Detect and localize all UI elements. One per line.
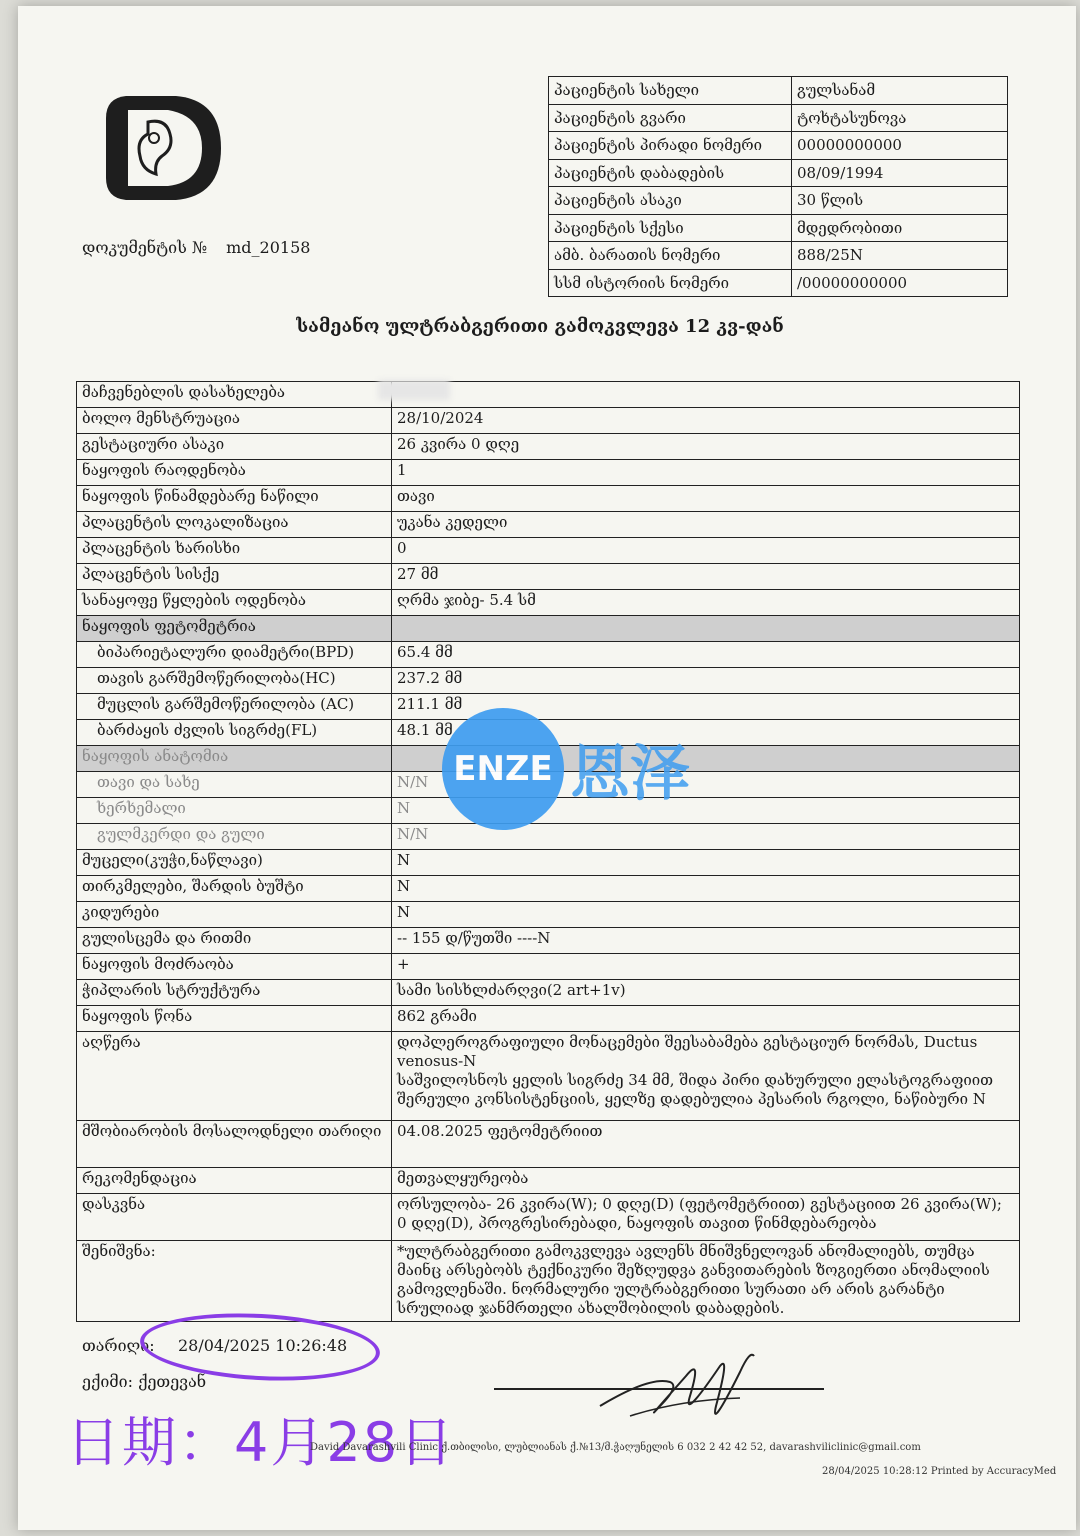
measurement-label: პლაცენტის ლოკალიზაცია [77, 512, 392, 538]
patient-field-value: 30 წლის [792, 187, 1008, 215]
due-date-row-label: მშობიარობის მოსალოდნელი თარიღი [77, 1121, 392, 1168]
measurement-row [77, 486, 1020, 512]
measurement-row [77, 434, 1020, 460]
measurement-value: თავი [392, 486, 1020, 512]
patient-field-value: გულსანამ [792, 77, 1008, 105]
note-row-label: შენიშვნა: [77, 1241, 392, 1322]
patient-field-label: პაციენტის სახელი [549, 77, 792, 105]
measurement-value: უკანა კედელი [392, 512, 1020, 538]
measurement-row [77, 590, 1020, 616]
watermark [442, 708, 690, 830]
measurement-value: -- 155 დ/წუთში ----N [392, 928, 1020, 954]
measurement-value: + [392, 954, 1020, 980]
patient-field-label: პაციენტის პირადი ნომერი [549, 132, 792, 160]
printed-stamp: 28/04/2025 10:28:12 Printed by AccuracyMed [822, 1466, 1057, 1477]
measurement-row [77, 512, 1020, 538]
measurement-value: 862 გრამი [392, 1006, 1020, 1032]
measurement-value: N/N [392, 824, 1020, 850]
measurement-label: მაჩვენებლის დასახელება [77, 382, 392, 408]
patient-field-value: ტოხტასუნოვა [792, 104, 1008, 132]
patient-row [549, 187, 1008, 215]
patient-field-label: პაციენტის ასაკი [549, 187, 792, 215]
measurement-row [77, 460, 1020, 486]
note-row [77, 1241, 1020, 1322]
patient-info-table [548, 76, 1008, 297]
measurements-table [76, 381, 1020, 1322]
measurement-value: N [392, 798, 1020, 824]
measurement-value: 65.4 მმ [392, 642, 1020, 668]
measurement-value: 0 [392, 538, 1020, 564]
recommendation-row [77, 1168, 1020, 1194]
measurement-label: მუცელი(კუჭი,ნაწლავი) [77, 850, 392, 876]
measurement-label: თავი და სახე [77, 772, 392, 798]
measurement-value: 1 [392, 460, 1020, 486]
measurement-label: ნაყოფის რაოდენობა [77, 460, 392, 486]
measurement-value: N [392, 850, 1020, 876]
measurement-label: მუცლის გარშემოწერილობა (AC) [77, 694, 392, 720]
document-number [82, 238, 324, 257]
patient-row [549, 242, 1008, 270]
measurement-row [77, 980, 1020, 1006]
patient-field-value: 00000000000 [792, 132, 1008, 160]
measurement-label: პლაცენტის ხარისხი [77, 538, 392, 564]
measurement-label: სანაყოფე წყლების ოდენობა [77, 590, 392, 616]
measurement-value: 211.1 მმ [392, 694, 1020, 720]
conclusion-row-value: ორსულობა- 26 კვირა(W); 0 დღე(D) (ფეტომეტრიით) გესტაციით 26 კვირა(W); 0 დღე(D), პროგრესირებადი, ნაყოფის თავით წინმდებარეობა [392, 1194, 1020, 1241]
measurement-label: გულმკერდი და გული [77, 824, 392, 850]
measurement-value: 48.1 მმ [392, 720, 1020, 746]
measurement-label: ნაყოფის წონა [77, 1006, 392, 1032]
measurement-value: N/N [392, 772, 1020, 798]
measurement-value: 26 კვირა 0 დღე [392, 434, 1020, 460]
patient-row [549, 269, 1008, 297]
patient-row [549, 77, 1008, 105]
measurement-row [77, 850, 1020, 876]
clinic-footer: David Davarashvili Clinic ქ.თბილისი, ლუბლიანას ქ.№13/მ.ჭაღუნელის 6 032 2 42 42 52, davarashviliclinic@gmail.com [310, 1442, 921, 1453]
measurement-row [77, 616, 1020, 642]
measurement-label: ნაყოფის ანატომია [77, 746, 392, 772]
measurement-label: კიდურები [77, 902, 392, 928]
watermark-badge: ENZE [442, 708, 564, 830]
measurement-row [77, 538, 1020, 564]
patient-row [549, 104, 1008, 132]
measurement-label: ბიპარიეტალური დიამეტრი(BPD) [77, 642, 392, 668]
measurement-value: 28/10/2024 [392, 408, 1020, 434]
description-line-2: საშვილოსნოს ყელის სიგრძე 34 მმ, შიდა პირი დახურული ელასტოგრაფიით შერეული კონსისტენციის, ყელზე დადებულია პესარის რგოლი, ნაწიბური N [397, 1071, 994, 1108]
patient-field-label: სსმ ისტორიის ნომერი [549, 269, 792, 297]
due-date-row-value: 04.08.2025 ფეტომეტრიით [392, 1121, 1020, 1168]
patient-field-value: /00000000000 [792, 269, 1008, 297]
patient-field-label: ამბ. ბარათის ნომერი [549, 242, 792, 270]
measurement-label: ნაყოფის ფეტომეტრია [77, 616, 392, 642]
measurement-label: ნაყოფის მოძრაობა [77, 954, 392, 980]
measurement-row [77, 408, 1020, 434]
report-title: სამეანო ულტრაბგერითი გამოკვლევა 12 კვ-დან [296, 316, 784, 337]
measurement-label: ბოლო მენსტრუაცია [77, 408, 392, 434]
patient-row [549, 132, 1008, 160]
measurement-row [77, 1006, 1020, 1032]
measurement-label: გულისცემა და რითმი [77, 928, 392, 954]
description-line-1: დოპლეროგრაფიული მონაცემები შეესაბამება გესტაციურ ნორმას, Ductus venosus-N [397, 1033, 978, 1070]
measurement-row [77, 954, 1020, 980]
recommendation-row-value: მეთვალყურეობა [392, 1168, 1020, 1194]
measurement-value: N [392, 876, 1020, 902]
measurement-label: პლაცენტის სისქე [77, 564, 392, 590]
signature [590, 1336, 790, 1440]
measurement-row [77, 668, 1020, 694]
measurement-label: თირკმელები, შარდის ბუშტი [77, 876, 392, 902]
measurement-value: სამი სისხლძარღვი(2 art+1v) [392, 980, 1020, 1006]
patient-row [549, 214, 1008, 242]
patient-field-label: პაციენტის სქესი [549, 214, 792, 242]
measurement-row [77, 928, 1020, 954]
redacted-area [378, 380, 450, 400]
overlay-date-note: 日期：4月28日 [66, 1411, 456, 1474]
patient-row [549, 159, 1008, 187]
measurement-label: გესტაციური ასაკი [77, 434, 392, 460]
measurement-row [77, 902, 1020, 928]
measurement-value: ღრმა ჯიბე- 5.4 სმ [392, 590, 1020, 616]
measurement-value: 27 მმ [392, 564, 1020, 590]
clinic-logo [96, 78, 226, 208]
patient-field-value: მდედრობითი [792, 214, 1008, 242]
due-date-row [77, 1121, 1020, 1168]
conclusion-row [77, 1194, 1020, 1241]
doc-number-value: md_20158 [226, 238, 311, 257]
measurement-row [77, 382, 1020, 408]
date-label: თარიღი: [82, 1336, 155, 1355]
measurement-value [392, 382, 1020, 408]
measurement-row [77, 564, 1020, 590]
patient-field-value: 888/25N [792, 242, 1008, 270]
date-value: 28/04/2025 10:26:48 [178, 1336, 348, 1355]
patient-field-value: 08/09/1994 [792, 159, 1008, 187]
measurement-value: N [392, 902, 1020, 928]
doc-number-label: დოკუმენტის № [82, 238, 208, 257]
description-row [77, 1032, 1020, 1121]
measurement-label: ბარძაყის ძვლის სიგრძე(FL) [77, 720, 392, 746]
measurement-label: თავის გარშემოწერილობა(HC) [77, 668, 392, 694]
measurement-label: ჭიპლარის სტრუქტურა [77, 980, 392, 1006]
measurement-value: 237.2 მმ [392, 668, 1020, 694]
measurement-row [77, 642, 1020, 668]
watermark-chinese: 恩泽 [570, 739, 690, 809]
description-row-label: აღწერა [77, 1032, 392, 1121]
conclusion-row-label: დასკვნა [77, 1194, 392, 1241]
measurement-value [392, 616, 1020, 642]
measurement-row [77, 876, 1020, 902]
note-row-value: *ულტრაბგერითი გამოკვლევა ავლენს მნიშვნელოვან ანომალიებს, თუმცა მაინც არსებობს ტექნიკური შეზღუდვა განვითარების ზოგიერთი ანომალიის გამოვლენაში. ნორმალური ულტრაბგერითი სურათი არ არის გარანტი სრულიად ჯანმრთელი ახალშობილის დაბადების. [392, 1241, 1020, 1322]
patient-field-label: პაციენტის გვარი [549, 104, 792, 132]
measurement-label: ხერხემალი [77, 798, 392, 824]
recommendation-row-label: რეკომენდაცია [77, 1168, 392, 1194]
measurement-label: ნაყოფის წინამდებარე ნაწილი [77, 486, 392, 512]
description-row-value [392, 1032, 1020, 1121]
patient-field-label: პაციენტის დაბადების [549, 159, 792, 187]
doctor-label: ექიმი: ქეთევან [82, 1372, 207, 1391]
